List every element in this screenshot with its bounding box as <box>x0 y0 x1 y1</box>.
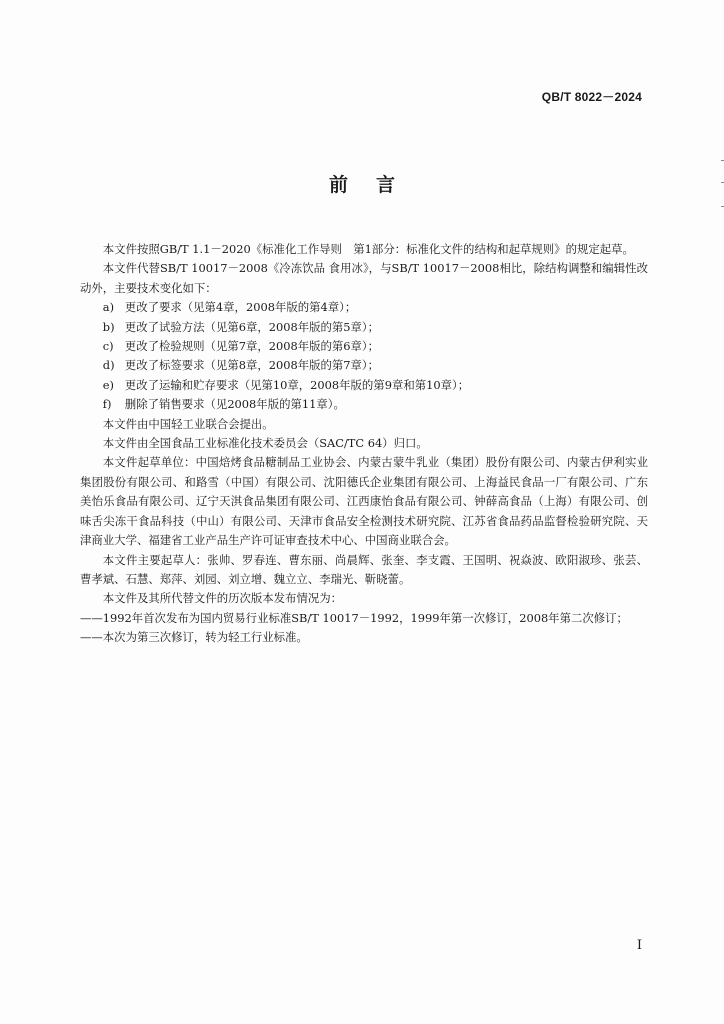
list-item-marker: c) <box>102 339 114 354</box>
history-item: ——1992年首次发布为国内贸易行业标准SB/T 10017－1992，1999年第一次修订，2008年第二次修订； <box>80 610 628 625</box>
list-item <box>80 376 648 395</box>
list-item <box>80 395 648 414</box>
list-item <box>80 337 648 356</box>
page-title: 前言 <box>328 174 423 196</box>
paragraph-proposed-by: 本文件由中国轻工业联合会提出。 <box>102 416 274 431</box>
list-item-marker: e) <box>102 377 114 392</box>
list-item-text: 更改了标签要求（见第8章，2008年版的第7章）； <box>124 358 380 373</box>
document-code: QB/T 8022－2024 <box>541 90 642 104</box>
foreword-body <box>80 240 648 648</box>
list-item-marker: d) <box>102 358 115 373</box>
list-item <box>80 318 648 337</box>
page-number: I <box>636 938 642 953</box>
list-item-text: 更改了运输和贮存要求（见第10章，2008年版的第9章和第10章）； <box>124 377 470 392</box>
list-item-marker: b) <box>102 319 115 334</box>
changes-list <box>80 298 648 414</box>
paragraph-drafting-rules: 本文件按照GB/T 1.1－2020《标准化工作导则 第1部分：标准化文件的结构和起草规则》的规定起草。 <box>102 242 634 256</box>
paragraph-under-jurisdiction: 本文件由全国食品工业标准化技术委员会（SAC/TC 64）归口。 <box>102 436 428 451</box>
paragraph-drafters: 本文件主要起草人：张帅、罗春连、曹东丽、尚晨辉、张奎、李支霞、王国明、祝焱波、欧阳淑珍、张芸、曹孝斌、石慧、郑萍、刘园、刘立增、魏立立、李瑞光、靳晓蕾。 <box>80 552 648 586</box>
paragraph-drafting-units: 本文件起草单位：中国焙烤食品糖制品工业协会、内蒙古蒙牛乳业（集团）股份有限公司、内蒙古伊利实业集团股份有限公司、和路雪（中国）有限公司、沈阳德氏企业集团有限公司、上海益民食品一厂有限公司、广东美怡乐食品有限公司、辽宁天淇食品集团有限公司、江西康怡食品有限公司、钟薛高食品（上海）有限公司、创味舌尖冻干食品科技（中山）有限公司、天津市食品安全检测技术研究院、江苏省食品药品监督检验研究院、天津商业大学、福建省工业产品生产许可证审查技术中心、中国商业联合会。 <box>80 455 648 548</box>
list-item-text: 删除了销售要求（见2008年版的第11章）。 <box>124 397 345 412</box>
list-item-text: 更改了试验方法（见第6章，2008年版的第5章）； <box>124 319 380 334</box>
list-item-marker: f) <box>102 397 112 412</box>
list-item <box>80 298 648 317</box>
list-item <box>80 356 648 375</box>
paragraph-replaces: 本文件代替SB/T 10017－2008《冷冻饮品 食用冰》，与SB/T 10017－2008相比，除结构调整和编辑性改动外，主要技术变化如下： <box>80 261 648 295</box>
paragraph-history-intro: 本文件及其所代替文件的历次版本发布情况为： <box>102 591 343 606</box>
list-item-marker: a) <box>102 300 115 315</box>
list-item-text: 更改了要求（见第4章，2008年版的第4章）； <box>124 300 357 315</box>
list-item-text: 更改了检验规则（见第7章，2008年版的第6章）； <box>124 339 380 354</box>
history-item: ——本次为第三次修订，转为轻工行业标准。 <box>80 630 308 645</box>
